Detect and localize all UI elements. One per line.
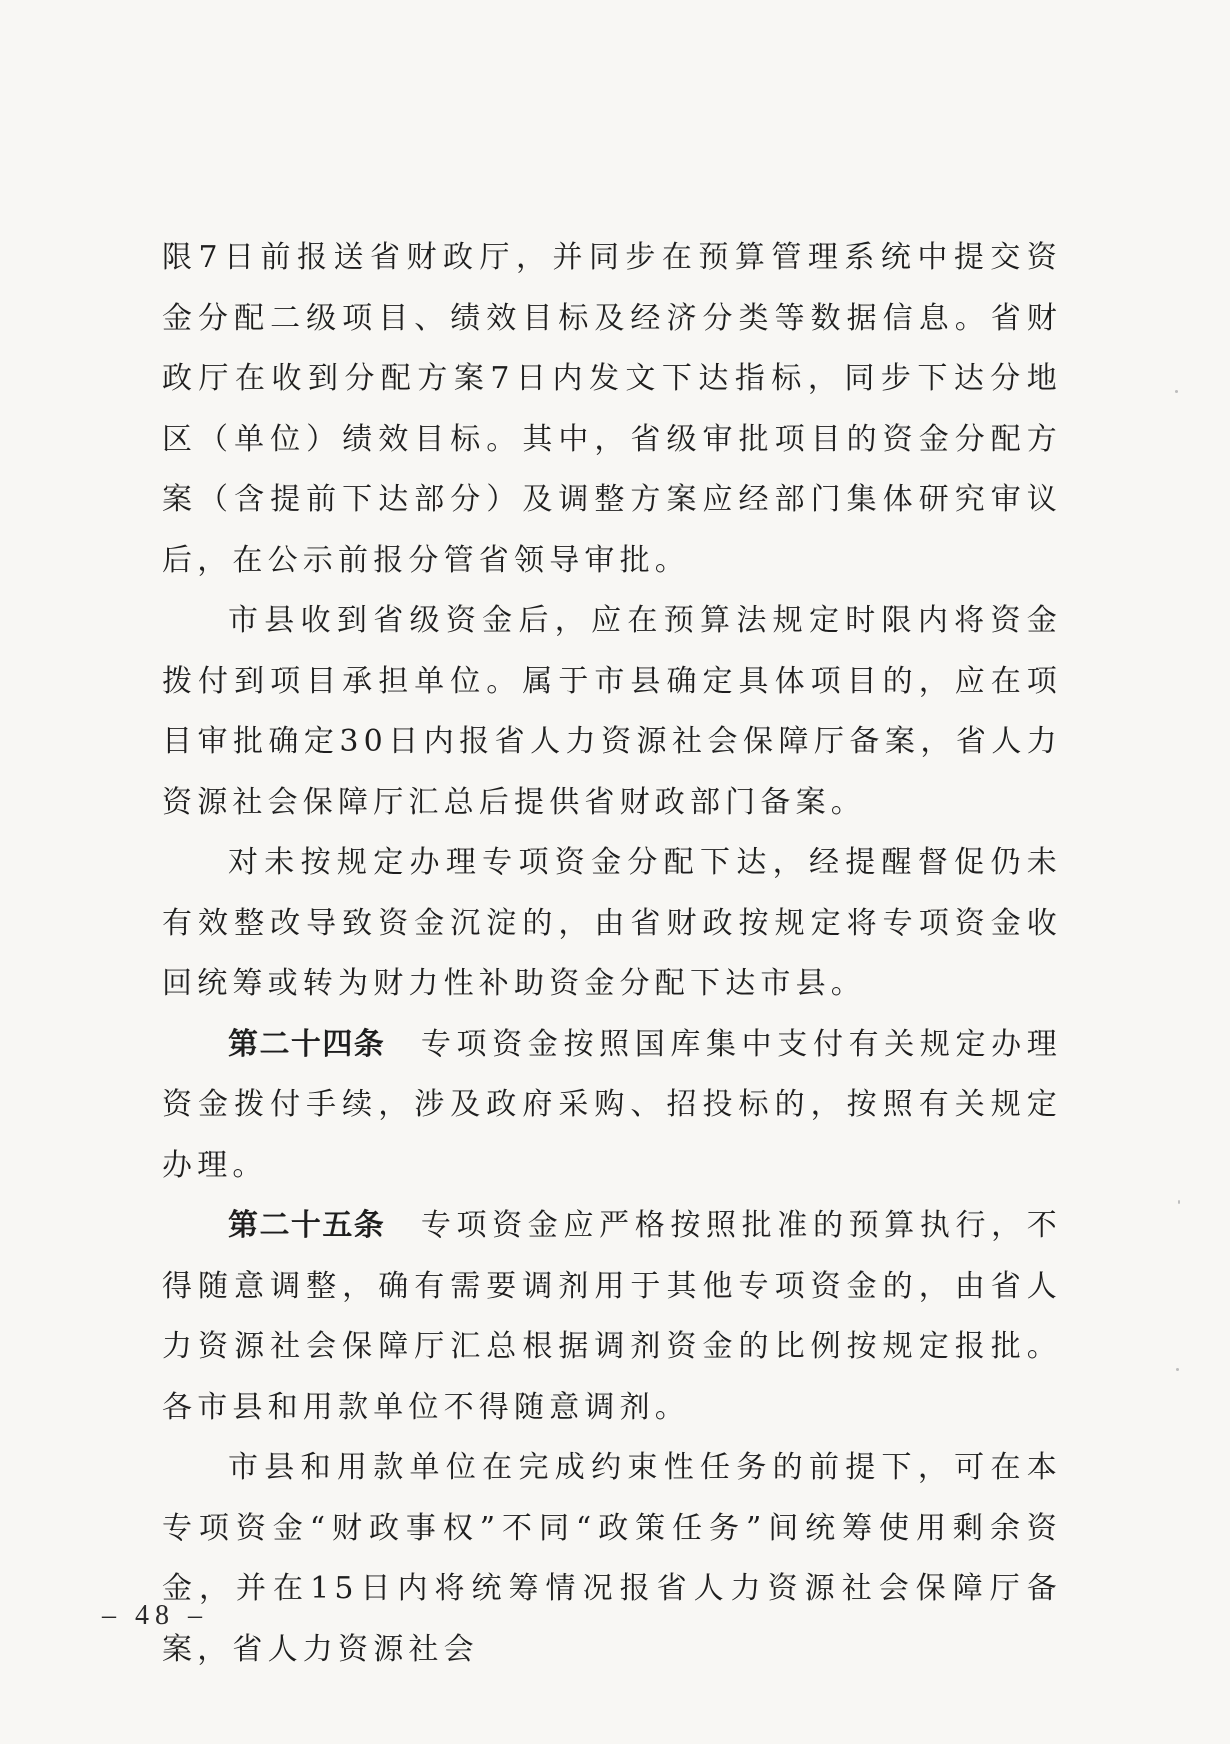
paragraph-3-text: 对未按规定办理专项资金分配下达，经提醒督促仍未有效整改导致资金沉淀的，由省财政按规定将专项资金收回统筹或转为财力性补助资金分配下达市县。 [162,845,1062,1001]
paragraph-6-text: 市县和用款单位在完成约束性任务的前提下，可在本专项资金“财政事权”不同“政策任务”间统筹使用剩余资金，并在15日内将统筹情况报省人力资源社会保障厅备案，省人力资源社会 [162,1450,1062,1667]
article-25-text: 专项资金应严格按照批准的预算执行，不得随意调整，确有需要调剂用于其他专项资金的，由省人力资源社会保障厅汇总根据调剂资金的比例按规定报批。各市县和用款单位不得随意调剂。 [162,1208,1063,1425]
scan-speck [1176,1368,1179,1371]
scan-speck [1175,390,1178,393]
document-body [162,228,1062,1680]
paragraph-1 [162,228,1062,591]
article-24-text: 专项资金按照国库集中支付有关规定办理资金拨付手续，涉及政府采购、招投标的，按照有关规定办理。 [162,1026,1063,1183]
paragraph-2 [162,591,1062,833]
article-25-number: 第二十五条 [228,1208,386,1243]
paragraph-3 [162,833,1062,1015]
article-24-number: 第二十四条 [228,1026,386,1062]
page-number: – 48 – [102,1600,208,1631]
paragraph-1-text: 限7日前报送省财政厅，并同步在预算管理系统中提交资金分配二级项目、绩效目标及经济分类等数据信息。省财政厅在收到分配方案7日内发文下达指标，同步下达分地区（单位）绩效目标。其中，省级审批项目的资金分配方案（含提前下达部分）及调整方案应经部门集体研究审议后，在公示前报分管省领导审批。 [162,240,1062,578]
scan-speck [1178,1200,1180,1204]
paragraph-article-25 [162,1196,1062,1438]
paragraph-article-24 [162,1015,1062,1197]
paragraph-2-text: 市县收到省级资金后，应在预算法规定时限内将资金拨付到项目承担单位。属于市县确定具体项目的，应在项目审批确定30日内报省人力资源社会保障厅备案，省人力资源社会保障厅汇总后提供省财政部门备案。 [162,603,1062,820]
paragraph-6 [162,1438,1062,1680]
